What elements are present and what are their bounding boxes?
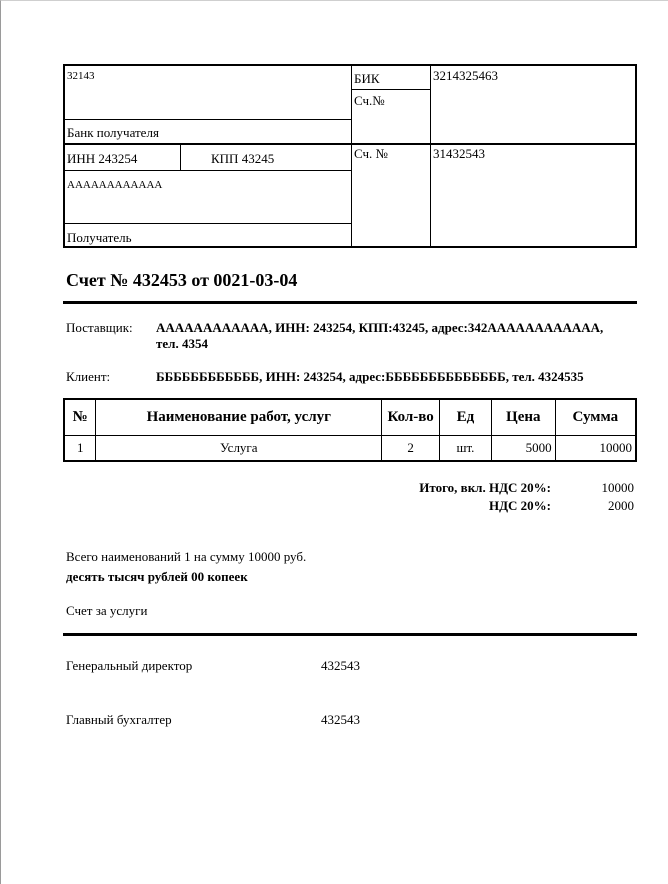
recipient-name: АААААААААААА [67,179,163,191]
cell-quantity: 2 [382,435,440,461]
inn-text: ИНН 243254 [67,151,138,166]
bank-divider-vertical-1 [351,66,352,248]
accountant-value: 432543 [321,712,360,727]
cell-price: 5000 [491,435,555,461]
bank-divider-vertical-2 [430,66,431,248]
supplier-text: АААААААААААА, ИНН: 243254, КПП:43245, адрес:342АААААААААААА, тел. 4354 [156,320,604,351]
summary-line: Всего наименований 1 на сумму 10000 руб. [66,549,307,564]
account-label: Сч. № [354,146,388,161]
bank-name: 32143 [67,70,95,82]
header-quantity: Кол-во [382,399,440,435]
bik-value: 3214325463 [433,68,498,83]
header-sum: Сумма [555,399,636,435]
bank-divider-main [65,143,637,145]
total-label: Итого, вкл. НДС 20%: [419,480,551,495]
summary-rule [63,633,637,636]
bank-divider-bik [352,89,430,90]
invoice-note: Счет за услуги [66,603,148,618]
bank-details-table [63,64,637,248]
supplier-label: Поставщик: [66,320,133,335]
bank-divider-inn-kpp [180,145,181,171]
bik-label: БИК [354,71,380,86]
header-number: № [64,399,96,435]
bank-divider-bank-label [65,119,352,120]
total-value: 10000 [601,480,634,495]
cell-number: 1 [64,435,96,461]
cell-sum: 10000 [555,435,636,461]
table-header-row [64,399,636,435]
director-value: 432543 [321,658,360,673]
items-table [63,398,637,462]
bank-label: Банк получателя [67,125,159,140]
title-rule [63,301,637,304]
header-price: Цена [491,399,555,435]
table-row [64,435,636,461]
bank-divider-recipient [65,223,352,224]
corr-account-label: Сч.№ [354,93,385,108]
cell-name: Услуга [96,435,382,461]
client-label: Клиент: [66,369,111,384]
bank-divider-inn [65,170,352,171]
account-value: 31432543 [433,146,485,161]
invoice-title: Счет № 432453 от 0021-03-04 [66,270,298,290]
vat-label: НДС 20%: [488,498,551,513]
client-text: ББББББББББББ, ИНН: 243254, адрес:ББББББББББББББ, тел. 4324535 [156,369,584,384]
accountant-label: Главный бухгалтер [66,712,172,727]
header-name: Наименование работ, услуг [96,399,382,435]
recipient-label: Получатель [67,230,132,245]
kpp-text: КПП 43245 [211,151,275,166]
header-unit: Ед [440,399,492,435]
director-label: Генеральный директор [66,658,193,673]
cell-unit: шт. [440,435,492,461]
amount-in-words: десять тысяч рублей 00 копеек [66,569,248,584]
vat-value: 2000 [608,498,634,513]
